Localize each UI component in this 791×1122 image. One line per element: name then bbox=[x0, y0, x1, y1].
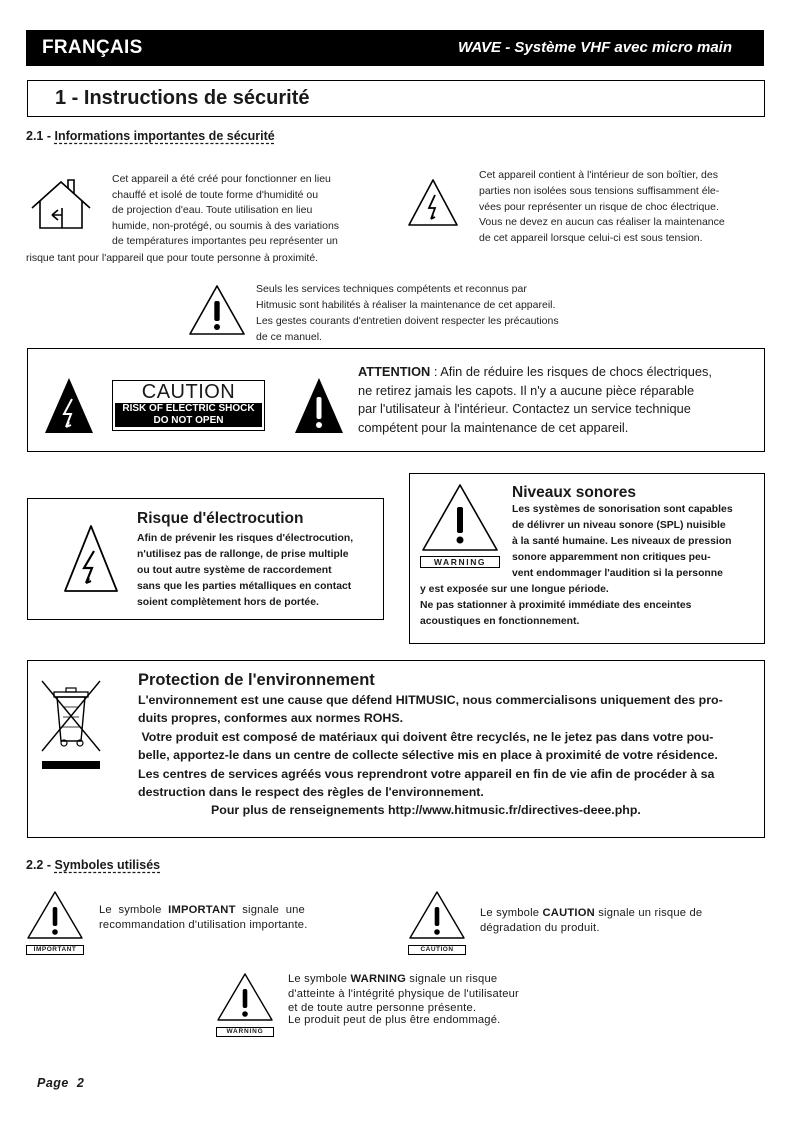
electrocution-text-block bbox=[137, 531, 369, 611]
text-line: de projection d'eau. Toute utilisation en lieu bbox=[112, 204, 313, 216]
text-part: Le symbole bbox=[480, 907, 543, 919]
warning-sign-icon bbox=[420, 482, 500, 567]
important-label: IMPORTANT bbox=[26, 945, 84, 955]
caution-text-block bbox=[480, 906, 755, 936]
text-line: recommandation d'utilisation importante. bbox=[99, 919, 308, 931]
warning-keyword: WARNING bbox=[350, 973, 406, 985]
crossed-bin-icon bbox=[40, 679, 102, 769]
header-language: FRANÇAIS bbox=[42, 37, 143, 58]
text-line: parties non isolées sous tensions suffisamment éle- bbox=[479, 184, 720, 197]
caution-box bbox=[27, 348, 765, 452]
environment-box bbox=[27, 660, 765, 838]
text-line: dégradation du produit. bbox=[480, 922, 600, 934]
text-line: destruction dans le respect des règles de l'environnement. bbox=[138, 785, 484, 800]
text-part: signale un risque de bbox=[594, 907, 703, 919]
text-line: Seuls les services techniques compétents et reconnus par bbox=[256, 283, 527, 295]
text-line: acoustiques en fonctionnement. bbox=[420, 616, 580, 627]
electrocution-title: Risque d'électrocution bbox=[137, 510, 304, 527]
attention-text-block bbox=[358, 363, 758, 437]
text-line: chauffé et isolé de toute forme d'humidité ou bbox=[112, 188, 319, 201]
text-line: n'utilisez pas de rallonge, de prise multiple bbox=[137, 549, 349, 560]
text-line: ne retirez jamais les capots. Il n'y a aucune pièce réparable bbox=[358, 382, 695, 398]
text-part: signale une bbox=[235, 904, 305, 916]
sound-title: Niveaux sonores bbox=[512, 484, 637, 501]
warning-symbol-label: WARNING bbox=[216, 1027, 274, 1037]
caution-label-line2: DO NOT OPEN bbox=[115, 415, 262, 427]
environment-text-block bbox=[138, 691, 752, 820]
text-line: de cet appareil lorsque celui-ci est sous tension. bbox=[479, 232, 703, 245]
page-number: Page 2 bbox=[37, 1076, 85, 1090]
text-line: L'environnement est une cause que défend HITMUSIC, nous commercialisons uniquement des pro- bbox=[138, 693, 723, 707]
humidity-text-last: risque tant pour l'appareil que pour toute personne à proximité. bbox=[26, 252, 319, 264]
subsection-title: Informations importantes de sécurité bbox=[54, 129, 275, 143]
text-line: Afin de prévenir les risques d'électrocution, bbox=[137, 533, 354, 544]
text-line: Les gestes courants d'entretien doivent respecter les précautions bbox=[256, 315, 559, 327]
text-line: Ne pas stationner à proximité immédiate des enceintes bbox=[420, 600, 692, 611]
subsection-title: Symboles utilisés bbox=[54, 858, 161, 872]
important-symbol-icon bbox=[26, 890, 84, 952]
text-line bbox=[358, 363, 758, 382]
text-line: compétent pour la maintenance de cet appareil. bbox=[358, 419, 629, 435]
text-line: de ce manuel. bbox=[256, 331, 322, 343]
caution-symbol-icon bbox=[408, 890, 466, 952]
text-part: Le symbole bbox=[99, 904, 169, 916]
text-line: humide, non-protégé, ou soumis à des variations bbox=[112, 219, 340, 232]
text-line: ou tout autre système de raccordement bbox=[137, 565, 332, 576]
warning-symbol-icon bbox=[216, 972, 274, 1034]
lightning-warning-icon bbox=[44, 377, 94, 434]
header-bar bbox=[26, 30, 764, 66]
text-line: duits propres, conformes aux normes ROHS. bbox=[138, 711, 404, 726]
humidity-text-block bbox=[112, 172, 392, 250]
text-line: Les centres de services agréés vous reprendront votre appareil en fin de vie afin de procéder à sa bbox=[138, 766, 715, 781]
text-line: belle, apportez-le dans un centre de collecte sélective mis en place à proximité de votre résidence. bbox=[138, 748, 718, 763]
important-keyword: IMPORTANT bbox=[168, 904, 236, 916]
text-line: de températures importantes peu représenter un bbox=[112, 235, 338, 247]
text-line: Le produit peut de plus être endommagé. bbox=[288, 1014, 501, 1026]
text-part: signale un risque bbox=[406, 973, 498, 985]
text-line: y est exposée sur une longue période. bbox=[420, 584, 609, 595]
header-subtitle: WAVE - Système VHF avec micro main bbox=[458, 39, 732, 56]
text-line bbox=[99, 903, 371, 918]
service-text-block bbox=[256, 281, 636, 345]
text-line: Vous ne devez en aucun cas réaliser la maintenance bbox=[479, 216, 725, 229]
warning-label: WARNING bbox=[420, 556, 500, 568]
text-line: sonore apparemment non critiques peu- bbox=[512, 552, 711, 563]
text-line: Hitmusic sont habilités à réaliser la maintenance de cet appareil. bbox=[256, 299, 556, 311]
text-line: de délivrer un niveau sonore (SPL) nuisible bbox=[512, 520, 726, 531]
text-line: et de toute autre personne présente. bbox=[288, 1002, 477, 1014]
text-line: sans que les parties métalliques en contact bbox=[137, 581, 352, 592]
text-line bbox=[480, 906, 755, 921]
warning-text-block bbox=[288, 972, 588, 1027]
more-info-link-text: Pour plus de renseignements http://www.hitmusic.fr/directives-deee.php. bbox=[211, 803, 641, 818]
text-line: Cet appareil contient à l'intérieur de son boîtier, des bbox=[479, 169, 718, 181]
sound-text-full bbox=[420, 582, 753, 630]
electrocution-box bbox=[27, 498, 384, 620]
text-line: d'atteinte à l'intégrité physique de l'utilisateur bbox=[288, 988, 519, 1000]
caution-label-top: CAUTION bbox=[141, 381, 236, 403]
exclamation-warning-icon bbox=[294, 377, 344, 434]
attention-line: : Afin de réduire les risques de chocs électriques, bbox=[430, 364, 712, 379]
caution-label bbox=[112, 380, 265, 431]
caution-label-line1: RISK OF ELECTRIC SHOCK bbox=[115, 403, 262, 415]
subsection-heading-2-2 bbox=[26, 858, 160, 872]
text-line: vées pour représenter un risque de choc électrique. bbox=[479, 200, 719, 213]
sound-text-right bbox=[512, 502, 753, 582]
exclamation-triangle-icon bbox=[187, 283, 247, 338]
attention-label: ATTENTION bbox=[358, 364, 431, 379]
caution-keyword: CAUTION bbox=[542, 907, 595, 919]
text-line: Cet appareil a été créé pour fonctionner en lieu bbox=[112, 173, 331, 185]
text-line: soient complètement hors de portée. bbox=[137, 597, 319, 608]
text-part: Le symbole bbox=[288, 973, 351, 985]
text-line: Les systèmes de sonorisation sont capables bbox=[512, 504, 733, 515]
electrocution-triangle-icon bbox=[62, 523, 120, 595]
important-text-block bbox=[99, 903, 371, 933]
section-title-box bbox=[27, 80, 765, 117]
section-title: 1 - Instructions de sécurité bbox=[55, 87, 310, 109]
shock-text-block bbox=[479, 168, 769, 247]
text-line: vent endommager l'audition si la personne bbox=[512, 568, 723, 579]
text-line: par l'utilisateur à l'intérieur. Contactez un service technique bbox=[358, 401, 691, 416]
electric-shock-triangle-icon bbox=[406, 177, 460, 229]
text-line: à la santé humaine. Les niveaux de pression bbox=[512, 536, 732, 547]
caution-symbol-label: CAUTION bbox=[408, 945, 466, 955]
house-humidity-icon bbox=[28, 178, 94, 234]
subsection-number: 2.1 - bbox=[26, 129, 55, 143]
subsection-number: 2.2 - bbox=[26, 858, 55, 872]
sound-level-box bbox=[409, 473, 765, 644]
environment-title: Protection de l'environnement bbox=[138, 671, 375, 689]
subsection-heading-2-1 bbox=[26, 129, 275, 143]
text-line: Votre produit est composé de matériaux qui doivent être recyclés, ne le jetez pas dans votre pou- bbox=[138, 729, 714, 744]
text-line bbox=[288, 972, 588, 987]
